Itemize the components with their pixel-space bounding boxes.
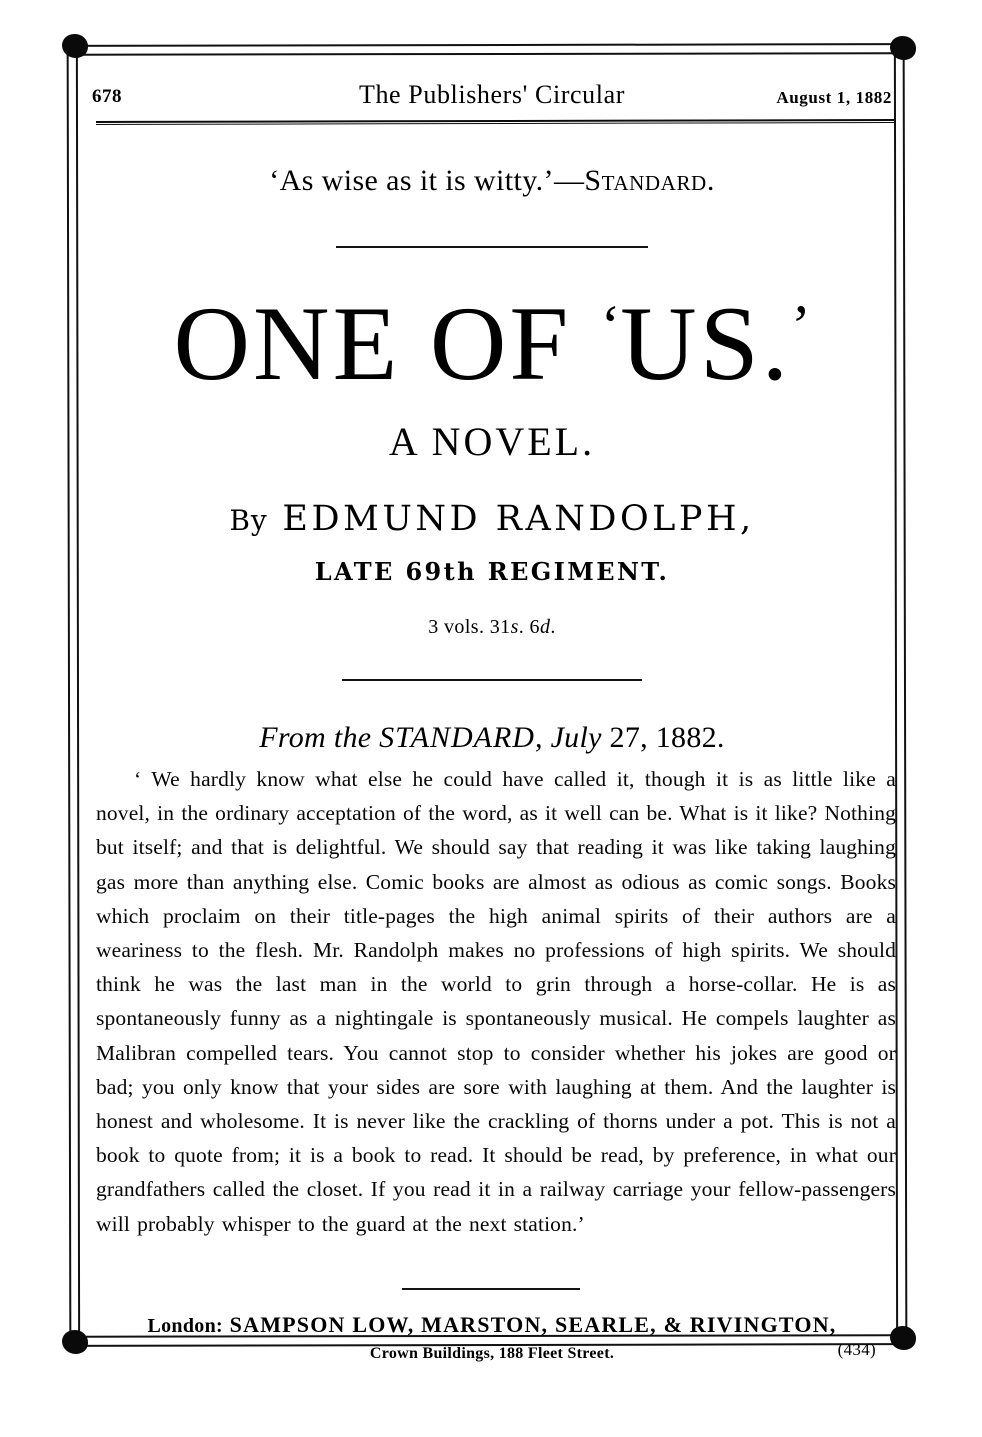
imprint-address: Crown Buildings, 188 Fleet Street. — [369, 1345, 615, 1362]
imprint-publishers-line — [92, 1312, 892, 1338]
press-puff: ‘As wise as it is witty.’—Standard. — [269, 164, 715, 197]
advert-reference-number: (434) — [837, 1340, 876, 1359]
issue-date: August 1, 1882 — [776, 88, 892, 107]
corner-ornament-top-left — [62, 34, 88, 58]
price-prefix: 3 vols. 31 — [428, 616, 511, 639]
price-suffix: . — [550, 616, 556, 639]
author-byline — [92, 499, 892, 539]
publisher-imprint — [92, 1312, 892, 1363]
press-puff-quote: ‘As wise as it is witty.’— — [269, 164, 585, 197]
author-regiment: LATE 69th REGIMENT. — [314, 557, 670, 587]
author-name: EDMUND RANDOLPH, — [282, 499, 755, 540]
review-month: July — [550, 721, 602, 755]
review-from-label: From the — [259, 721, 380, 755]
press-puff-source: Standard — [584, 164, 707, 197]
corner-ornament-bottom-right — [890, 1326, 916, 1350]
price-pence-mark: d — [539, 616, 551, 639]
review-date: 27, 1882. — [601, 721, 725, 755]
review-paper-name: STANDARD — [379, 721, 535, 755]
price-mid: . 6 — [518, 616, 540, 639]
divider-rule-bottom — [402, 1288, 580, 1290]
book-title-quoted-word: US. — [620, 285, 792, 402]
publication-title: The Publishers' Circular — [358, 80, 626, 109]
book-title — [92, 285, 892, 402]
price-shilling-mark: s — [510, 616, 519, 639]
running-head — [92, 80, 892, 114]
divider-rule-middle — [342, 679, 642, 681]
byline-prefix: By — [229, 504, 268, 538]
imprint-publishers: SAMPSON LOW, MARSTON, SEARLE, & RIVINGTON, — [229, 1312, 837, 1337]
corner-ornament-bottom-left — [62, 1330, 88, 1354]
review-excerpt-text: ‘ We hardly know what else he could have called it, though it is as little like a novel, in the ordinary acceptation of the word, as it well can be. What is it like? Nothing but itself; and that is delightful. We should say that reading it was like taking laughing gas more than anything else. Comic books are almost as odious as comic songs. Books which proclaim on their title-pages the high animal spirits of their authors are a weariness to the flesh. Mr. Randolph makes no professions of high spirits. We should think he was the last man in the world to grin through a horse-collar. He is as spontaneously funny as a nightingale is spontaneously musical. He compels laughter as Malibran compelled tears. You cannot stop to consider whether his jokes are good or bad; you only know that your sides are sore with laughing at them. And the laughter is honest and wholesome. It is never like the crackling of thorns under a pot. This is not a book to quote from; it is a book to read. It should be read, by preference, in what our grandfathers called the closet. If you read it in a railway carriage your fellow-passengers will probably whisper to the guard at the next station.’ — [96, 767, 896, 1236]
review-comma: , — [534, 721, 551, 755]
book-subtitle: A NOVEL. — [388, 419, 596, 465]
imprint-city: London: — [147, 1315, 223, 1337]
page-number: 678 — [92, 86, 122, 107]
price-line — [92, 616, 892, 639]
advertisement-block — [92, 140, 892, 755]
book-title-main: ONE OF — [173, 285, 572, 402]
book-title-close-quote: ’ — [791, 293, 811, 358]
review-attribution — [92, 721, 892, 755]
review-excerpt — [96, 762, 896, 1241]
book-title-open-quote: ‘ — [600, 293, 621, 358]
corner-ornament-top-right — [890, 36, 916, 60]
divider-rule-top — [336, 246, 648, 248]
